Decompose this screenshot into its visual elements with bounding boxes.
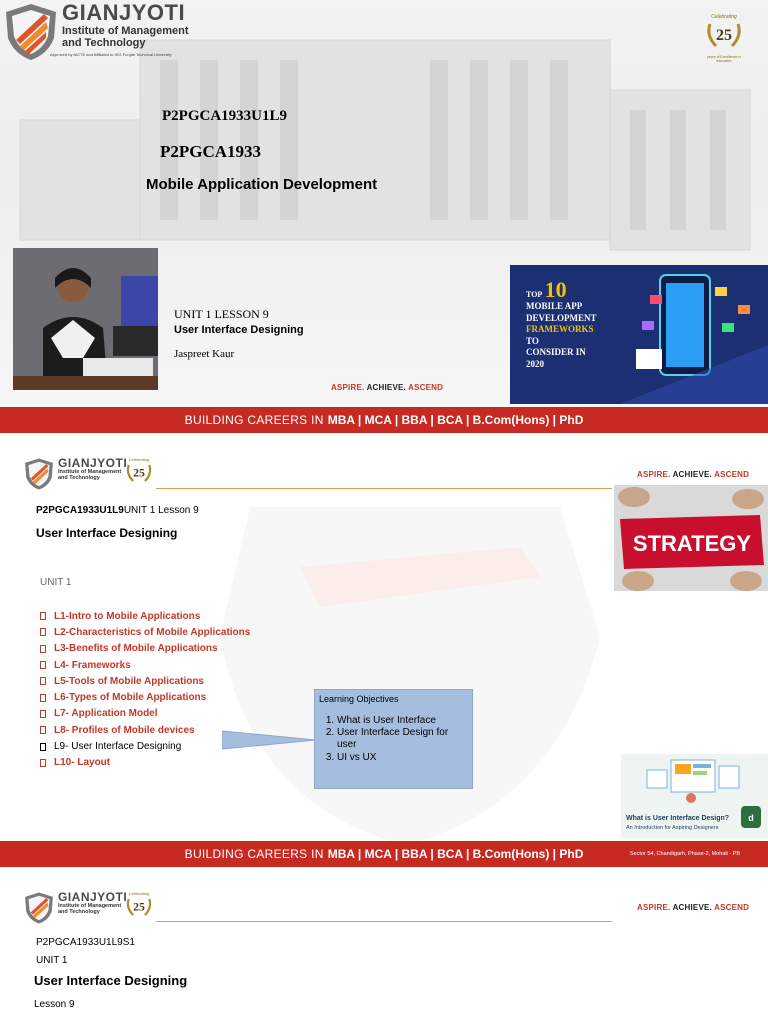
lesson-item-label: L5-Tools of Mobile Applications bbox=[54, 675, 204, 687]
brand-name-part1: GIAN bbox=[58, 890, 90, 904]
lesson-item bbox=[40, 624, 250, 640]
careers-band bbox=[0, 407, 768, 433]
promo-line1: MOBILE APP bbox=[526, 301, 583, 311]
course-title: Mobile Application Development bbox=[146, 176, 378, 193]
checkbox-bullet-icon bbox=[40, 677, 46, 685]
slide-title: User Interface Designing bbox=[34, 973, 188, 988]
band-lead: BUILDING CAREERS IN bbox=[184, 413, 324, 427]
lesson-code-bold: P2PGCA1933U1L9 bbox=[36, 505, 124, 516]
header-divider bbox=[156, 921, 612, 922]
tagline-achieve: ACHIEVE. bbox=[366, 383, 406, 392]
course-code: P2PGCA1933 bbox=[160, 142, 262, 161]
checkbox-bullet-icon bbox=[40, 612, 46, 620]
slide-title: User Interface Designing bbox=[36, 526, 178, 540]
tagline-ascend: ASCEND bbox=[408, 383, 444, 392]
lesson-item bbox=[40, 706, 250, 722]
lesson-item bbox=[40, 722, 250, 738]
checkbox-bullet-icon bbox=[40, 726, 46, 734]
objective-item: 2. User Interface Design for user bbox=[337, 727, 468, 751]
lesson-item-label: L9- User Interface Designing bbox=[54, 741, 182, 753]
svg-text:d: d bbox=[748, 813, 754, 823]
lesson-item-label: L10- Layout bbox=[54, 757, 111, 769]
learning-objectives-box bbox=[314, 689, 473, 789]
lesson-item-label: L8- Profiles of Mobile devices bbox=[54, 724, 195, 736]
lesson-item bbox=[40, 608, 250, 624]
lesson-topic: User Interface Designing bbox=[174, 324, 304, 336]
ui-image-caption-title: What is User Interface Design? bbox=[626, 815, 730, 822]
brand-subtitle-line1: Institute of Management bbox=[62, 25, 189, 37]
tagline bbox=[331, 383, 443, 392]
lesson-code-rest: UNIT 1 Lesson 9 bbox=[123, 505, 199, 516]
unit-label: UNIT 1 bbox=[40, 577, 72, 588]
laurel-icon bbox=[124, 896, 154, 918]
checkbox-bullet-icon bbox=[40, 710, 46, 718]
lesson-item-label: L6-Types of Mobile Applications bbox=[54, 692, 207, 704]
svg-text:25: 25 bbox=[716, 27, 732, 44]
frameworks-promo-image bbox=[510, 265, 768, 404]
unit-label: UNIT 1 bbox=[36, 955, 68, 966]
author-name: Jaspreet Kaur bbox=[174, 348, 235, 360]
tagline-aspire: ASPIRE. bbox=[331, 383, 365, 392]
tagline-aspire: ASPIRE. bbox=[637, 470, 671, 479]
promo-line4: TO bbox=[526, 335, 539, 346]
lesson-code bbox=[36, 505, 199, 516]
instructor-photo bbox=[13, 248, 158, 390]
ui-design-article-image bbox=[621, 754, 768, 838]
ui-image-caption-subtitle: An Introduction for Aspiring Designers bbox=[626, 825, 719, 831]
laurel-icon bbox=[124, 462, 154, 484]
lesson-item bbox=[40, 641, 250, 657]
brand-approval: Approved by AICTE and Affiliated to IKG Punjab Technical University bbox=[50, 52, 172, 58]
objective-item: 3. UI vs UX bbox=[337, 752, 468, 764]
badge-bottom: years of Excellence in education bbox=[706, 55, 742, 63]
checkbox-bullet-icon bbox=[40, 645, 46, 653]
institute-logo bbox=[4, 2, 189, 62]
objectives-list bbox=[337, 715, 468, 764]
band-address: Sector 54, Chandigarh, Phase-2, Mohali - PB bbox=[629, 851, 740, 857]
brand-subtitle-line2: and Technology bbox=[62, 36, 146, 49]
lesson-item bbox=[40, 673, 250, 689]
brand-name-part2: JYOTI bbox=[119, 0, 186, 25]
tagline-aspire: ASPIRE. bbox=[637, 903, 671, 912]
strategy-puzzle-image bbox=[614, 485, 768, 591]
institute-logo-small bbox=[24, 891, 127, 925]
objectives-heading: Learning Objectives bbox=[319, 694, 399, 704]
band-programs: MBA | MCA | BBA | BCA | B.Com(Hons) | PhD bbox=[327, 413, 584, 427]
svg-text:25: 25 bbox=[133, 900, 145, 914]
brand-name-part1: GIAN bbox=[62, 0, 119, 25]
tagline-ascend: ASCEND bbox=[714, 470, 750, 479]
lesson-item-label: L3-Benefits of Mobile Applications bbox=[54, 643, 218, 655]
lesson-label: Lesson 9 bbox=[34, 999, 75, 1010]
header-divider bbox=[156, 488, 612, 489]
lesson-item bbox=[40, 657, 250, 673]
promo-ten: 10 bbox=[544, 277, 567, 302]
lesson-item-label: L2-Characteristics of Mobile Applications bbox=[54, 626, 251, 638]
unit-lesson-label: UNIT 1 LESSON 9 bbox=[174, 307, 269, 321]
lesson-item-label: L4- Frameworks bbox=[54, 659, 131, 671]
title-slide bbox=[0, 0, 768, 433]
lesson-item-label: L7- Application Model bbox=[54, 708, 158, 720]
promo-line6: 2020 bbox=[526, 358, 544, 369]
anniversary-badge-small bbox=[122, 457, 156, 489]
checkbox-bullet-icon bbox=[40, 694, 46, 702]
badge-top: Celebrating bbox=[128, 457, 150, 462]
tagline bbox=[637, 903, 749, 912]
brand-name-part2: JYOTI bbox=[90, 890, 128, 904]
objective-item: 1. What is User Interface bbox=[337, 715, 468, 727]
anniversary-badge bbox=[700, 14, 748, 63]
checkbox-bullet-icon bbox=[40, 661, 46, 669]
svg-text:25: 25 bbox=[133, 466, 145, 480]
badge-top: Celebrating bbox=[711, 14, 737, 20]
promo-line5: CONSIDER IN bbox=[526, 347, 586, 358]
session-code: P2PGCA1933U1L9S1 bbox=[36, 937, 135, 948]
session-slide bbox=[0, 871, 768, 1024]
laurel-icon bbox=[704, 20, 744, 50]
careers-band bbox=[0, 841, 768, 867]
promo-line3: FRAMEWORKS bbox=[526, 324, 594, 335]
tagline-achieve: ACHIEVE. bbox=[672, 903, 712, 912]
tagline-ascend: ASCEND bbox=[714, 903, 750, 912]
checkbox-bullet-icon bbox=[40, 743, 46, 751]
strategy-word: STRATEGY bbox=[632, 531, 752, 556]
promo-top: TOP bbox=[526, 290, 543, 299]
band-programs: MBA | MCA | BBA | BCA | B.Com(Hons) | PhD bbox=[327, 847, 584, 861]
pointer-arrow bbox=[222, 729, 316, 751]
lesson-item bbox=[40, 755, 250, 771]
promo-line2: DEVELOPMENT bbox=[526, 312, 597, 323]
lesson-item bbox=[40, 689, 250, 705]
shield-icon bbox=[24, 457, 54, 491]
course-code-full: P2PGCA1933U1L9 bbox=[162, 108, 287, 124]
unit-overview-slide bbox=[0, 437, 768, 867]
lesson-item bbox=[40, 738, 250, 754]
lesson-item-label: L1-Intro to Mobile Applications bbox=[54, 610, 201, 622]
checkbox-bullet-icon bbox=[40, 759, 46, 767]
brand-name-part1: GIAN bbox=[58, 456, 90, 470]
brand-subtitle-line1: Institute of Management bbox=[58, 469, 122, 475]
checkbox-bullet-icon bbox=[40, 628, 46, 636]
band-lead: BUILDING CAREERS IN bbox=[184, 847, 324, 861]
tagline-achieve: ACHIEVE. bbox=[672, 470, 712, 479]
brand-subtitle-line2: and Technology bbox=[58, 474, 100, 481]
institute-logo-small bbox=[24, 457, 127, 491]
anniversary-badge-small bbox=[122, 891, 156, 923]
brand-name-part2: JYOTI bbox=[90, 456, 128, 470]
brand-subtitle-line1: Institute of Management bbox=[58, 903, 122, 909]
brand-subtitle-line2: and Technology bbox=[58, 908, 100, 915]
lesson-list bbox=[40, 608, 250, 771]
badge-top: Celebrating bbox=[128, 891, 150, 896]
tagline bbox=[637, 470, 749, 479]
shield-icon bbox=[24, 891, 54, 925]
